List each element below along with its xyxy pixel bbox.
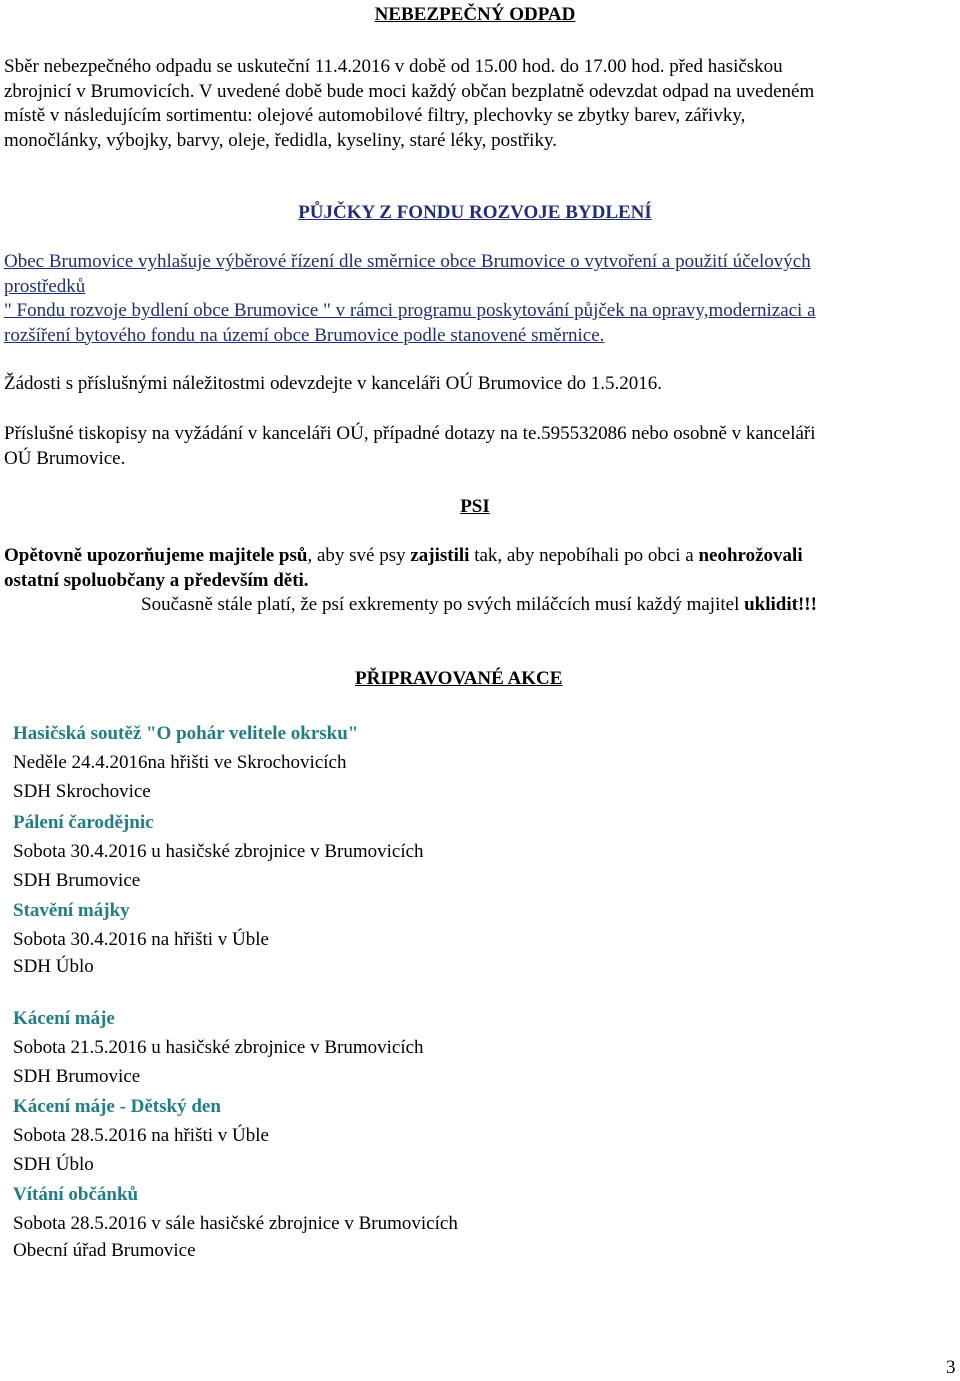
event-organizer: SDH Úblo (13, 956, 94, 977)
tiskopisy-line: Příslušné tiskopisy na vyžádání v kanceláři OÚ, případné dotazy na te.595532086 nebo osobně v kanceláři (4, 423, 816, 444)
event-detail: Sobota 30.4.2016 na hřišti v Úble (13, 929, 269, 950)
event-title: Hasičská soutěž "O pohár velitele okrsku" (13, 723, 359, 744)
event-organizer: SDH Brumovice (13, 1066, 141, 1087)
psi-text: Současně stále platí, že psí exkrementy po svých miláčcích musí každý majitel (141, 594, 745, 615)
odpad-line: místě v následujícím sortimentu: olejové automobilové filtry, plechovky se zbytky barev, zářivky, (4, 105, 746, 126)
pujcky-heading: PŮJČKY Z FONDU ROZVOJE BYDLENÍ (298, 202, 652, 223)
event-organizer: Obecní úřad Brumovice (13, 1240, 196, 1261)
event-title: Kácení máje (13, 1008, 115, 1029)
pujcky-line: " Fondu rozvoje bydlení obce Brumovice " v rámci programu poskytování půjček na opravy,modernizaci a (4, 300, 816, 321)
tiskopisy-paragraph (4, 422, 954, 471)
tiskopisy-line: OÚ Brumovice. (4, 447, 126, 469)
event-detail: Sobota 28.5.2016 na hřišti v Úble (13, 1125, 269, 1146)
pujcky-line: rozšíření bytového fondu na území obce Brumovice podle stanovené směrnice. (4, 324, 605, 346)
odpad-heading: NEBEZPEČNÝ ODPAD (374, 4, 576, 25)
event-organizer: SDH Brumovice (13, 870, 141, 891)
psi-bold: neohrožovali (698, 545, 803, 566)
event-block (13, 1004, 913, 1091)
psi-heading: PSI (460, 496, 490, 517)
psi-bold: Opětovně upozorňujeme majitele psů (4, 545, 308, 566)
event-title: Pálení čarodějnic (13, 812, 154, 833)
event-block (13, 896, 913, 979)
event-organizer: SDH Skrochovice (13, 781, 151, 802)
event-block (13, 1180, 913, 1263)
event-title: Vítání občánků (13, 1184, 139, 1205)
psi-text: tak, aby nepobíhali po obci a (469, 545, 699, 566)
event-block (13, 1092, 913, 1179)
event-detail: Sobota 30.4.2016 u hasičské zbrojnice v Brumovicích (13, 841, 424, 862)
event-block (13, 719, 913, 806)
pujcky-paragraph (4, 250, 954, 348)
psi-line-2: ostatní spoluobčany a především děti. (4, 569, 309, 591)
pujcky-line: Obec Brumovice vyhlašuje výběrové řízení dle směrnice obce Brumovice o vytvoření a použití účelových (4, 251, 811, 272)
psi-line-1 (4, 544, 954, 569)
odpad-paragraph (4, 55, 954, 153)
event-block (13, 808, 913, 895)
psi-line-3 (4, 593, 954, 618)
psi-paragraph (4, 544, 954, 618)
odpad-line: Sběr nebezpečného odpadu se uskuteční 11.4.2016 v době od 15.00 hod. do 17.00 hod. před hasičskou (4, 56, 783, 77)
pujcky-line: prostředků (4, 275, 86, 297)
event-title: Stavění májky (13, 900, 130, 921)
event-detail: Neděle 24.4.2016na hřišti ve Skrochovicích (13, 752, 347, 773)
page-number: 3 (946, 1357, 956, 1378)
akce-heading: PŘIPRAVOVANÉ AKCE (355, 668, 563, 689)
odpad-line: zbrojnicí v Brumovicích. V uvedené době bude moci každý občan bezplatně odevzdat odpad na uvedeném (4, 80, 815, 102)
event-detail: Sobota 21.5.2016 u hasičské zbrojnice v Brumovicích (13, 1037, 424, 1058)
event-organizer: SDH Úblo (13, 1154, 94, 1175)
zadosti-text: Žádosti s příslušnými náležitostmi odevzdejte v kanceláři OÚ Brumovice do 1.5.2016. (4, 373, 663, 394)
psi-bold: uklidit!!! (744, 594, 817, 615)
event-title: Kácení máje - Dětský den (13, 1096, 221, 1117)
psi-text: , aby své psy (307, 545, 411, 566)
event-detail: Sobota 28.5.2016 v sále hasičské zbrojnice v Brumovicích (13, 1213, 458, 1234)
psi-bold: zajistili (410, 545, 470, 566)
odpad-line: monočlánky, výbojky, barvy, oleje, ředidla, kyseliny, staré léky, postřiky. (4, 129, 557, 151)
